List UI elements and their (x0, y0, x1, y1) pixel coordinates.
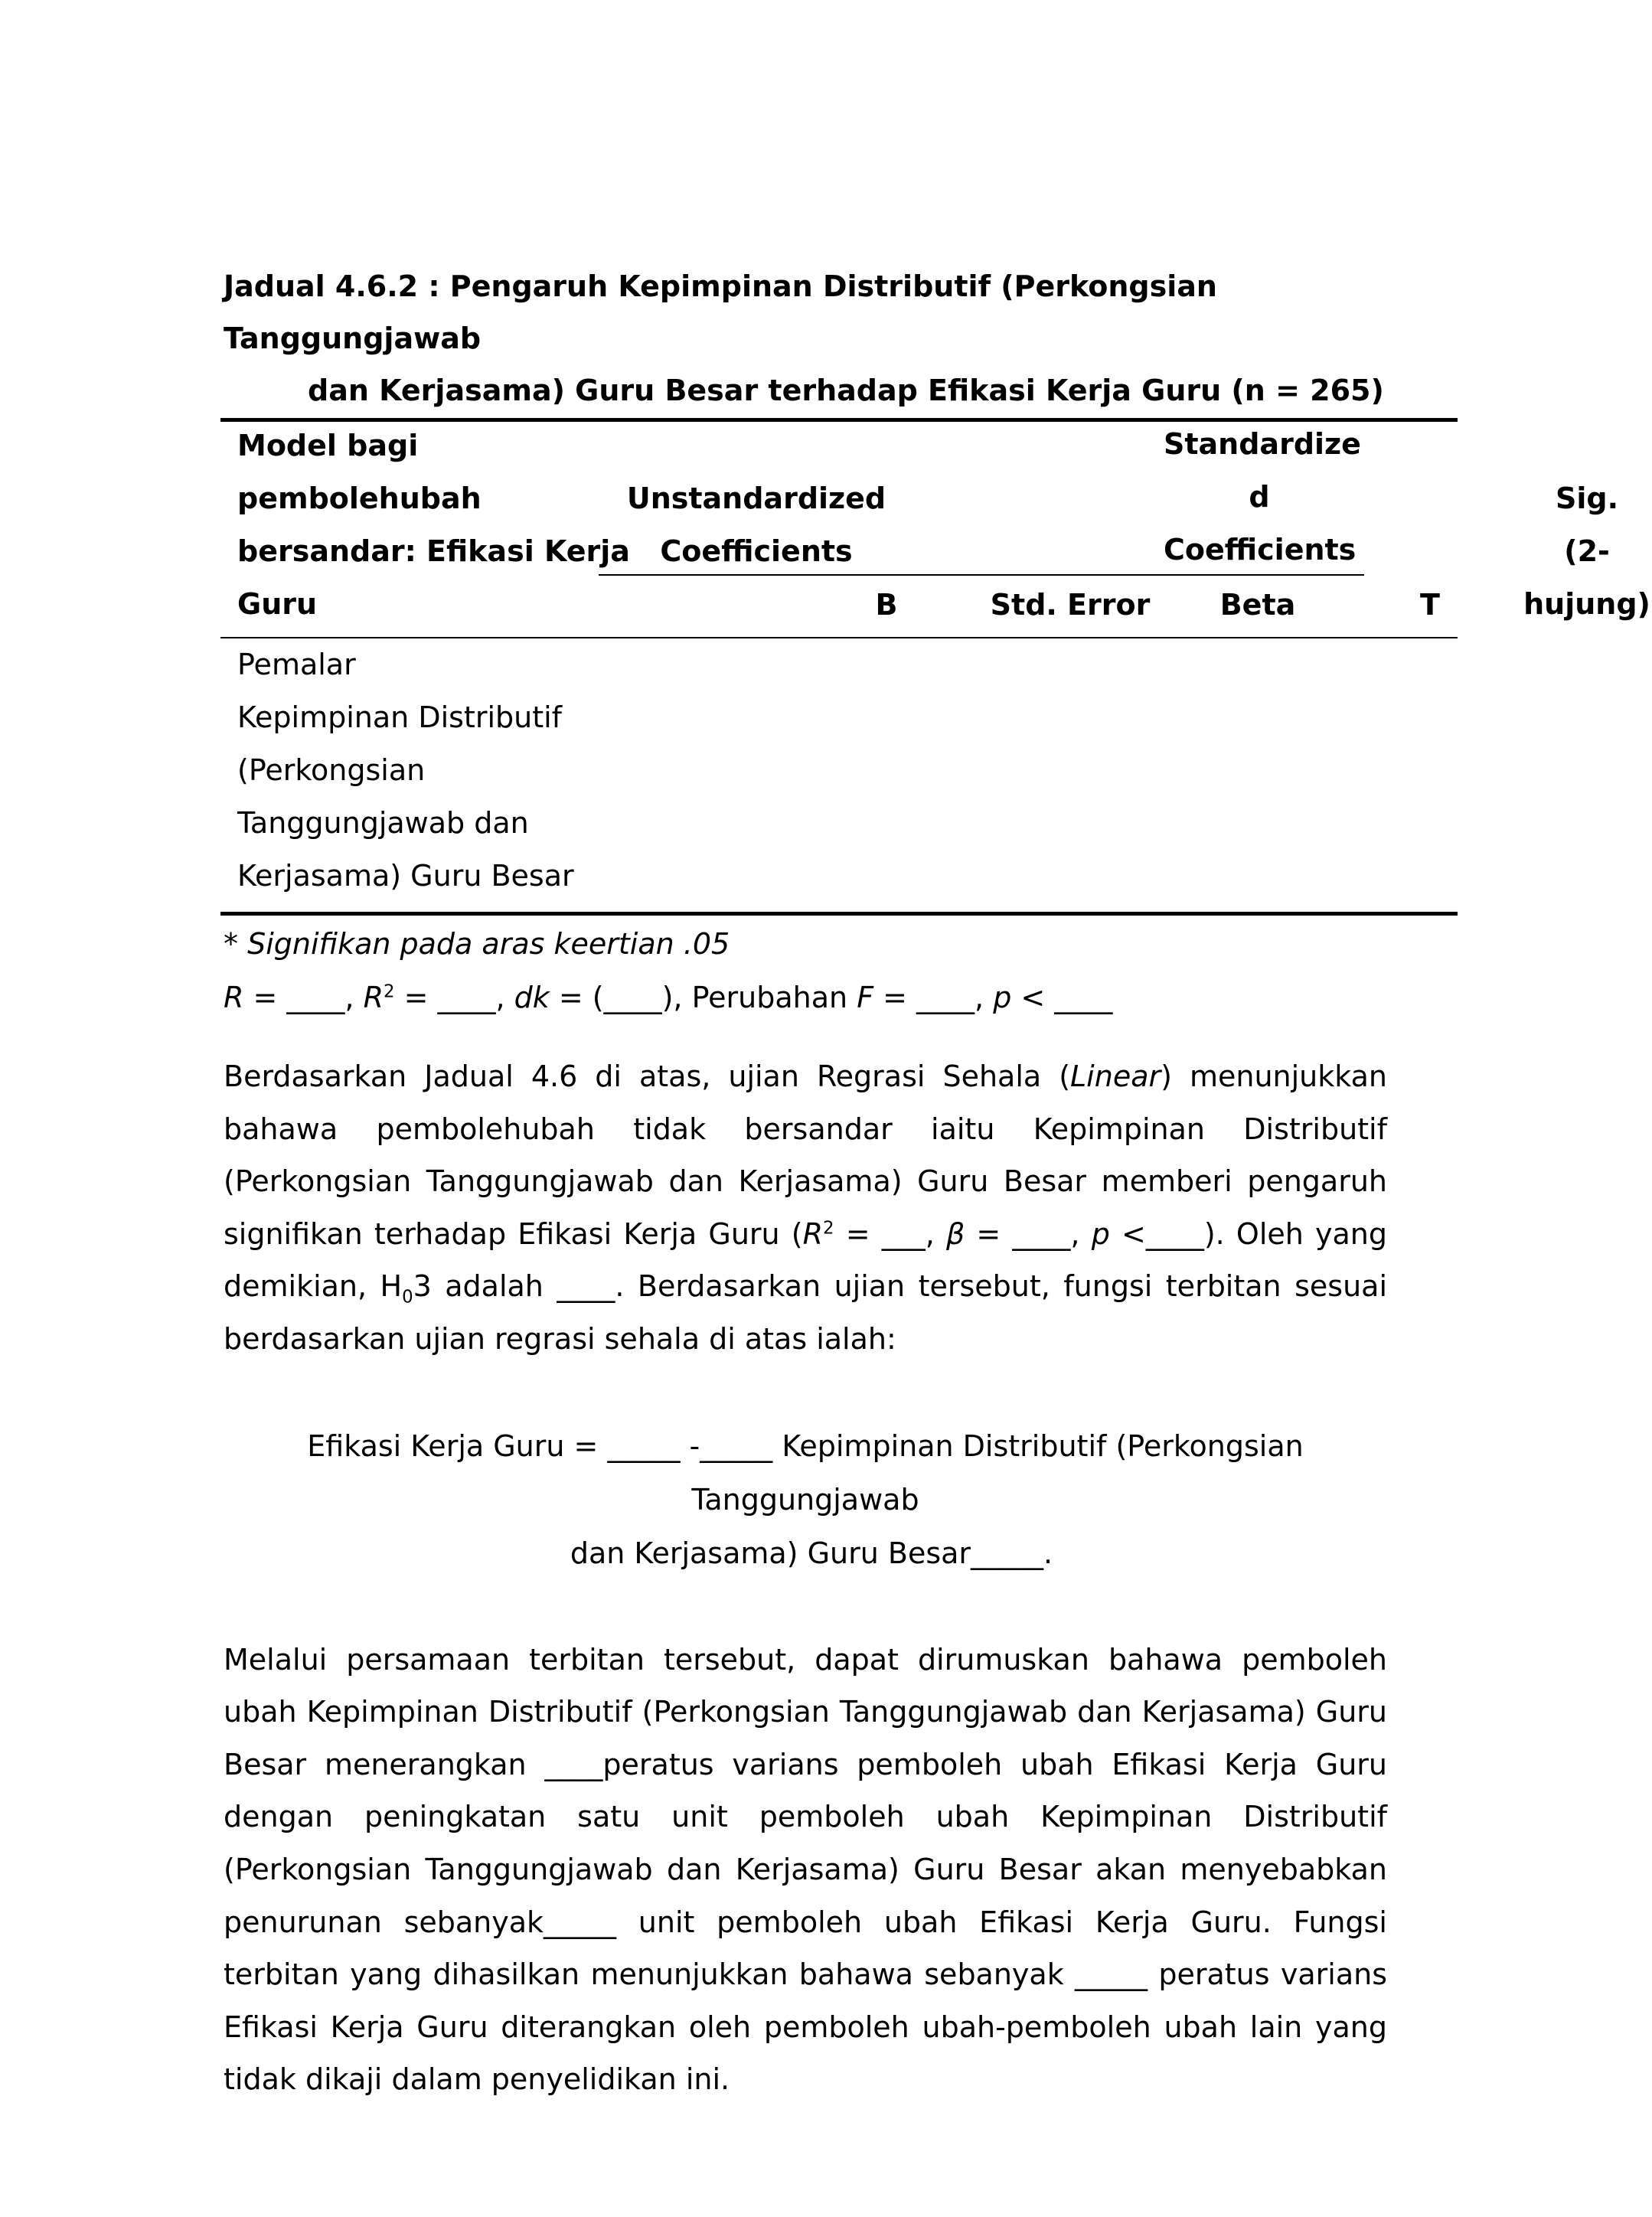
table-body (220, 635, 1458, 912)
paragraph-result: Berdasarkan Jadual 4.6 di atas, ujian Regrasi Sehala (Linear) menunjukkan bahawa pembolehubah tidak bersandar iaitu Kepimpinan Distributif (Perkongsian Tanggungjawab dan Kerjasama) Guru Besar memberi pengaruh signifikan terhadap Efikasi Kerja Guru ($R^2$ = ___, β = ____, p <____). Oleh yang demikian, $H_03$ adalah ____. Berdasarkan ujian tersebut, fungsi terbitan sesuai berdasarkan ujian regrasi sehala di atas ialah: (224, 1060, 1387, 1356)
equation-line-2: dan Kerjasama) Guru Besar_____. (570, 1536, 1053, 1570)
sig-header: Sig. (2- hujung) (1523, 482, 1650, 621)
table-header (220, 418, 1650, 635)
caption-line-1: Jadual 4.6.2 : Pengaruh Kepimpinan Distributif (Perkongsian Tanggungjawab (224, 269, 1217, 355)
regression-table (220, 418, 1650, 916)
stats-line: R = ____, $R^2$ = ____, dk = (____), Perubahan F = ____, p < ____ (224, 981, 1113, 1014)
model-header: Model bagi pembolehubah bersandar: Efikasi Kerja Guru (237, 429, 630, 621)
col-beta-header: Beta (1219, 588, 1296, 622)
row-label-predictor-4: Kerjasama) Guru Besar (237, 859, 574, 893)
row-label-predictor-1: Kepimpinan Distributif (237, 700, 563, 734)
col-stderr-header: Std. Error (990, 588, 1151, 622)
row-label-predictor-2: (Perkongsian (237, 753, 426, 787)
col-b-header: B (875, 588, 898, 622)
table-caption (224, 260, 1387, 416)
equation-line-1: Efikasi Kerja Guru = _____ -_____ Kepimpinan Distributif (Perkongsian Tanggungjawab (307, 1428, 1304, 1517)
coefficients-sub-rule (599, 574, 1364, 576)
paragraph-interpretation: Melalui persamaan terbitan tersebut, dapat dirumuskan bahawa pemboleh ubah Kepimpinan Distributif (Perkongsian Tanggungjawab dan Kerjasama) Guru Besar menerangkan ____peratus varians pemboleh ubah Efikasi Kerja Guru dengan peningkatan satu unit pemboleh ubah Kepimpinan Distributif (Perkongsian Tanggungjawab dan Kerjasama) Guru Besar akan menyebabkan penurunan sebanyak_____ unit pemboleh ubah Efikasi Kerja Guru. Fungsi terbitan yang dihasilkan menunjukkan bahawa sebanyak _____ peratus varians Efikasi Kerja Guru diterangkan oleh pemboleh ubah-pemboleh ubah lain yang tidak dikaji dalam penyelidikan ini. (224, 1642, 1387, 2097)
row-label-constant: Pemalar (237, 648, 356, 681)
unstandardized-header: Unstandardized Coefficients (626, 482, 886, 568)
row-label-predictor-3: Tanggungjawab dan (237, 806, 529, 840)
significance-note: * Signifikan pada aras keertian .05 (224, 927, 730, 961)
caption-line-2: dan Kerjasama) Guru Besar terhadap Efikasi Kerja Guru (n = 265) (308, 374, 1384, 407)
header-bottom-rule (220, 637, 1458, 638)
document-page (224, 260, 1650, 2106)
table-bottom-rule (220, 912, 1458, 916)
col-t-header: T (1420, 588, 1440, 622)
standardized-header: Standardize d Coefficients (1164, 427, 1361, 566)
regression-equation (224, 1419, 1387, 1580)
